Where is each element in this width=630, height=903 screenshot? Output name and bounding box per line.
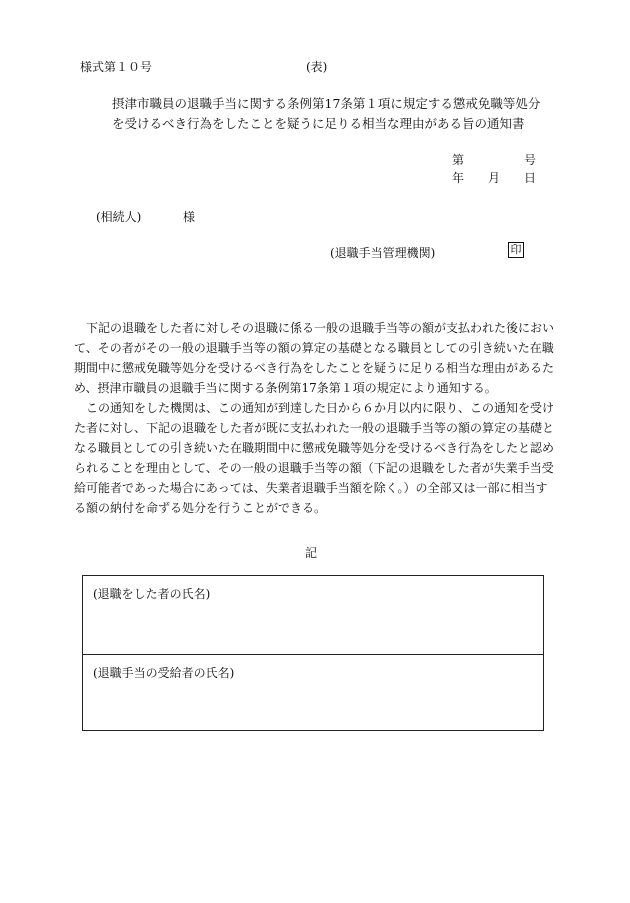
body-line: なる職員としての引き続いた在職期間中に懲戒免職等処分を受けるべき行為をしたと認め xyxy=(74,441,555,455)
document-number-suffix: 号 xyxy=(524,153,537,167)
form-number: 様式第１０号 xyxy=(80,60,153,74)
document-number-prefix: 第 xyxy=(452,153,465,167)
document-title-line-2: を受けるべき行為をしたことを疑うに足りる相当な理由がある旨の通知書 xyxy=(112,116,525,131)
body-line: る額の納付を命ずる処分を行うことができる。 xyxy=(74,501,327,515)
ki-heading: 記 xyxy=(305,546,318,560)
body-line: 給可能者であった場合にあっては、失業者退職手当額を除く。）の全部又は一部に相当す xyxy=(74,481,548,495)
body-line: この通知をした機関は、この通知が到達した日から６か月以内に限り、この通知を受け xyxy=(74,401,555,415)
document-title-line-1: 摂津市職員の退職手当に関する条例第17条第１項に規定する懲戒免職等処分 xyxy=(112,96,541,111)
body-line: 下記の退職をした者に対しその退職に係る一般の退職手当等の額が支払われた後におい xyxy=(74,321,555,335)
seal-mark: 印 xyxy=(508,242,524,258)
side-label: (表) xyxy=(306,60,328,74)
body-line: た者に対し、下記の退職をした者が既に支払われた一般の退職手当等の額の算定の基礎と xyxy=(74,421,555,435)
issuing-agency-label: (退職手当管理機関) xyxy=(330,246,436,260)
body-line: め、摂津市職員の退職手当に関する条例第17条第１項の規定により通知する。 xyxy=(74,381,497,395)
recipient-honorific: 様 xyxy=(183,210,196,224)
date-month: 月 xyxy=(488,171,501,185)
recipient-label: (相続人) xyxy=(96,210,142,224)
body-line: 期間中に懲戒免職等処分を受けるべき行為をしたことを疑うに足りる相当な理由があるた xyxy=(74,361,555,375)
retiree-name-label: (退職をした者の氏名) xyxy=(93,587,211,601)
issue-date xyxy=(452,169,542,185)
document-number xyxy=(452,151,542,167)
benefit-recipient-name-label: (退職手当の受給者の氏名) xyxy=(93,666,235,680)
retiree-name-cell[interactable] xyxy=(83,576,543,655)
notice-body xyxy=(74,318,555,518)
date-day: 日 xyxy=(524,171,537,185)
benefit-recipient-name-cell[interactable] xyxy=(83,655,543,731)
body-line: られることを理由として、その一般の退職手当等の額（下記の退職をした者が失業手当受 xyxy=(74,461,554,475)
document-title xyxy=(112,94,552,134)
body-line: て、その者がその一般の退職手当等の額の算定の基礎となる職員としての引き続いた在職 xyxy=(74,341,554,355)
details-table xyxy=(82,575,544,731)
date-year: 年 xyxy=(452,171,465,185)
